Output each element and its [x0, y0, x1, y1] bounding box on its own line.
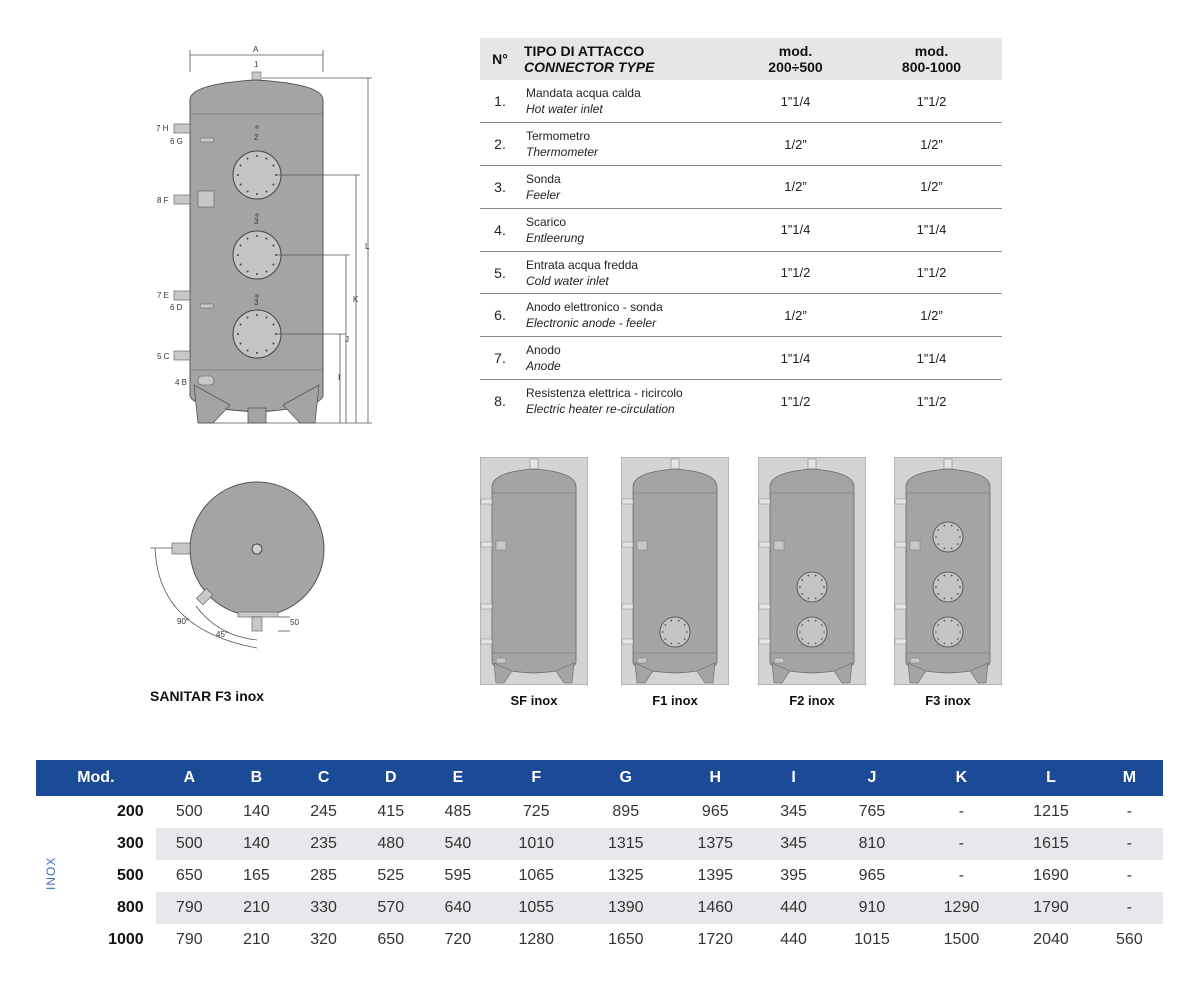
dim-row [36, 924, 1163, 956]
dim-value: 1065 [518, 867, 555, 884]
dim-l-label: L [365, 242, 370, 251]
flange-lower [233, 310, 281, 358]
dim-value: 235 [290, 828, 357, 860]
dim-value: - [1126, 803, 1133, 820]
connector-size-mod2: 1”1/2 [861, 80, 1002, 123]
dim-value: 765 [858, 803, 886, 820]
dim-value: 1015 [854, 931, 890, 948]
connector-name-en: Entleerung [526, 230, 585, 245]
dim-value: - [958, 867, 965, 884]
dim-value: 320 [310, 931, 337, 948]
conn-label-5c: 5 C [157, 352, 170, 361]
connector-row [480, 208, 1002, 251]
dim-value: 1215 [1033, 803, 1069, 820]
connector-row [480, 337, 1002, 380]
connector-size-mod1: 1”1/4 [730, 80, 861, 123]
dim-model: 300 [117, 835, 144, 852]
connector-name-en: Cold water inlet [526, 273, 609, 288]
variant-label: F3 inox [925, 693, 971, 708]
dim-col-header: D [357, 760, 424, 796]
dim-value: 810 [827, 828, 917, 860]
dim-value: 415 [377, 803, 405, 820]
connector-number: 8. [494, 393, 506, 410]
connector-name-it: Scarico [526, 214, 567, 229]
dim-value: - [1096, 828, 1163, 860]
dim-col-header: M [1096, 760, 1163, 796]
dim-model: 500 [117, 867, 144, 884]
dim-value: 650 [175, 867, 203, 884]
connector-row [480, 123, 1002, 166]
connector-description [520, 80, 730, 123]
leg-dim-label: 50 [290, 618, 299, 627]
connector-description [520, 123, 730, 166]
dim-value: 595 [444, 867, 472, 884]
connector-size-mod1: 1”1/2 [780, 393, 811, 409]
dim-value: 640 [424, 892, 491, 924]
dim-value: 1290 [917, 892, 1007, 924]
flange-upper [233, 151, 281, 199]
connector-name-en: Electronic anode - feeler [526, 316, 657, 331]
connector-size-mod1: 1/2” [730, 294, 861, 337]
connector-size-mod1: 1”1/4 [730, 337, 861, 380]
product-title: SANITAR F3 inox [150, 688, 265, 704]
connector-size-mod2: 1”1/2 [916, 393, 947, 409]
dim-value: 1460 [671, 892, 761, 924]
dim-col-header: C [290, 760, 357, 796]
dim-value: 560 [1116, 931, 1143, 948]
conn-label-6d: 6 D [170, 303, 183, 312]
connector-row [480, 251, 1002, 294]
variant-label: SF inox [510, 693, 558, 708]
conn-label-8f: 8 F [157, 196, 169, 205]
dim-value: 540 [424, 828, 491, 860]
dim-value: 285 [310, 867, 337, 884]
variant-drawing [480, 457, 588, 685]
connector-description [520, 380, 730, 423]
connector-name-it: Mandata acqua calda [526, 86, 641, 101]
dim-value: 245 [310, 803, 337, 820]
dim-value: 165 [243, 867, 270, 884]
col-header-type [520, 38, 730, 80]
dim-row [36, 860, 1163, 892]
col-header-mod1-line1: mod. [778, 43, 813, 59]
dimensions-table [36, 760, 1163, 956]
connector-number: 4. [480, 208, 520, 251]
dim-value: 345 [760, 828, 827, 860]
connector-number: 7. [480, 337, 520, 380]
col-header-type-en: CONNECTOR TYPE [524, 59, 655, 75]
col-header-type-it: TIPO DI ATTACCO [524, 43, 645, 59]
dim-value: 500 [156, 828, 223, 860]
dim-value: 1690 [1033, 867, 1069, 884]
connector-name-it: Anodo elettronico - sonda [526, 300, 663, 315]
dim-value: 1615 [1006, 828, 1096, 860]
connector-name-it: Resistenza elettrica - ricircolo [526, 386, 683, 401]
connector-size-mod1: 1/2” [730, 166, 861, 209]
dim-value: 1395 [697, 867, 734, 884]
dim-col-header: K [917, 760, 1007, 796]
connector-name-it: Entrata acqua fredda [526, 257, 639, 272]
connector-description [520, 251, 730, 294]
dim-model: 1000 [108, 931, 144, 948]
dim-value: 1010 [491, 828, 581, 860]
dim-value: 1720 [697, 931, 734, 948]
dim-value: - [1126, 867, 1133, 884]
dim-value: 140 [223, 828, 290, 860]
dim-value: 525 [377, 867, 405, 884]
connector-description [520, 294, 730, 337]
variant-label: F2 inox [789, 693, 835, 708]
flange-label-3a: 3 [254, 217, 259, 226]
dim-col-header: I [760, 760, 827, 796]
connector-name-it: Sonda [526, 171, 561, 186]
dim-value: 140 [243, 803, 270, 820]
dim-value: 500 [175, 803, 203, 820]
dim-col-header: E [424, 760, 491, 796]
dim-value: 210 [243, 931, 270, 948]
dim-value: - [1096, 892, 1163, 924]
top-connector-label: 1 [254, 60, 259, 69]
connector-size-mod1: 1”1/2 [730, 251, 861, 294]
conn-label-7h: 7 H [156, 124, 169, 133]
connector-size-mod2: 1/2” [861, 123, 1002, 166]
col-header-mod2-line1: mod. [914, 43, 949, 59]
dim-value: 345 [780, 803, 807, 820]
dim-col-header: B [223, 760, 290, 796]
connector-number: 2. [480, 123, 520, 166]
variant-drawing [758, 457, 866, 685]
dim-value: 895 [612, 803, 640, 820]
dim-value: 720 [444, 931, 472, 948]
connector-description [520, 337, 730, 380]
variant-f2-inox [758, 457, 866, 708]
dim-value: 2040 [1033, 931, 1069, 948]
dim-row [36, 796, 1163, 828]
flange-label-2: 2 [254, 133, 259, 142]
connector-size-mod1: 1/2” [730, 123, 861, 166]
dim-col-header: F [491, 760, 581, 796]
variant-sf-inox [480, 457, 588, 708]
col-header-mod1-line2: 200÷500 [768, 59, 823, 75]
connector-row [480, 166, 1002, 209]
connector-number: 6. [480, 294, 520, 337]
dim-value: 1280 [518, 931, 555, 948]
connector-size-mod2: 1/2” [861, 294, 1002, 337]
dim-value: 790 [156, 892, 223, 924]
dim-a-label: A [253, 45, 259, 54]
connector-name-en: Electric heater re-circulation [526, 402, 675, 417]
connector-row [480, 294, 1002, 337]
connector-table [480, 38, 1002, 422]
dim-value: 1325 [607, 867, 644, 884]
variant-f3-inox [894, 457, 1002, 708]
variant-drawing [894, 457, 1002, 685]
dim-k-label: K [353, 295, 359, 304]
dim-value: 1315 [581, 828, 671, 860]
dimensions-table-header [36, 760, 1163, 796]
variant-label: F1 inox [652, 693, 698, 708]
connector-number: 5. [480, 251, 520, 294]
dim-col-header: L [1006, 760, 1096, 796]
dim-value: 1500 [943, 931, 980, 948]
connector-description [520, 166, 730, 209]
flange-label-3b: 3 [254, 298, 259, 307]
connector-name-en: Feeler [526, 187, 561, 202]
dim-value: 440 [760, 892, 827, 924]
col-header-mod2 [861, 38, 1002, 80]
dim-model: 200 [117, 803, 144, 820]
inox-side-label: INOX [44, 856, 58, 890]
connector-name-en: Hot water inlet [526, 102, 603, 117]
dim-value: 1650 [607, 931, 644, 948]
dim-value: 480 [357, 828, 424, 860]
conn-label-6g: 6 G [170, 137, 183, 146]
dim-value: - [958, 803, 965, 820]
connector-name-en: Anode [526, 359, 561, 374]
dim-value: 650 [377, 931, 405, 948]
col-header-number: N° [480, 38, 520, 80]
connector-name-en: Thermometer [526, 145, 599, 160]
connector-row [480, 380, 1002, 423]
dim-value: 1790 [1006, 892, 1096, 924]
conn-label-4b: 4 B [175, 378, 188, 387]
connector-name-it: Anodo [526, 343, 561, 358]
dim-value: 1390 [581, 892, 671, 924]
dim-row [36, 828, 1163, 860]
dim-row [36, 892, 1163, 924]
dim-value: 965 [701, 803, 729, 820]
dim-col-header: A [156, 760, 223, 796]
dim-value: 570 [357, 892, 424, 924]
connector-name-it: Termometro [526, 129, 591, 144]
dim-i-label: I [338, 373, 341, 382]
connector-size-mod2: 1”1/4 [861, 208, 1002, 251]
dim-j-label: J [345, 335, 349, 344]
dim-col-header: J [827, 760, 917, 796]
dim-value: - [917, 828, 1007, 860]
col-header-mod1 [730, 38, 861, 80]
dim-value: 210 [223, 892, 290, 924]
dim-col-header: G [581, 760, 671, 796]
dim-value: 485 [444, 803, 472, 820]
dim-value: 725 [522, 803, 550, 820]
connector-size-mod1: 1”1/4 [730, 208, 861, 251]
dim-value: 395 [780, 867, 807, 884]
dim-value: 790 [175, 931, 203, 948]
tank-technical-drawing [0, 0, 470, 700]
dim-col-header: Mod. [36, 760, 156, 796]
connector-size-mod2: 1/2” [861, 166, 1002, 209]
dim-value: 440 [780, 931, 807, 948]
connector-table-header [480, 38, 1002, 80]
connector-size-mod2: 1”1/4 [861, 337, 1002, 380]
connector-size-mod2: 1”1/2 [861, 251, 1002, 294]
dim-value: 1055 [491, 892, 581, 924]
angle-90-label: 90° [177, 617, 190, 626]
variant-drawing [621, 457, 729, 685]
connector-number: 3. [480, 166, 520, 209]
angle-45-label: 45° [216, 630, 229, 639]
dim-value: 910 [827, 892, 917, 924]
dim-value: 330 [290, 892, 357, 924]
dim-col-header: H [671, 760, 761, 796]
conn-label-7e: 7 E [157, 291, 170, 300]
dim-value: 1375 [671, 828, 761, 860]
dim-value: 965 [858, 867, 886, 884]
connector-row [480, 80, 1002, 123]
connector-description [520, 208, 730, 251]
col-header-mod2-line2: 800-1000 [901, 59, 962, 75]
variant-f1-inox [621, 457, 729, 708]
dim-model: 800 [117, 899, 144, 916]
flange-middle [233, 231, 281, 279]
connector-number: 1. [480, 80, 520, 123]
